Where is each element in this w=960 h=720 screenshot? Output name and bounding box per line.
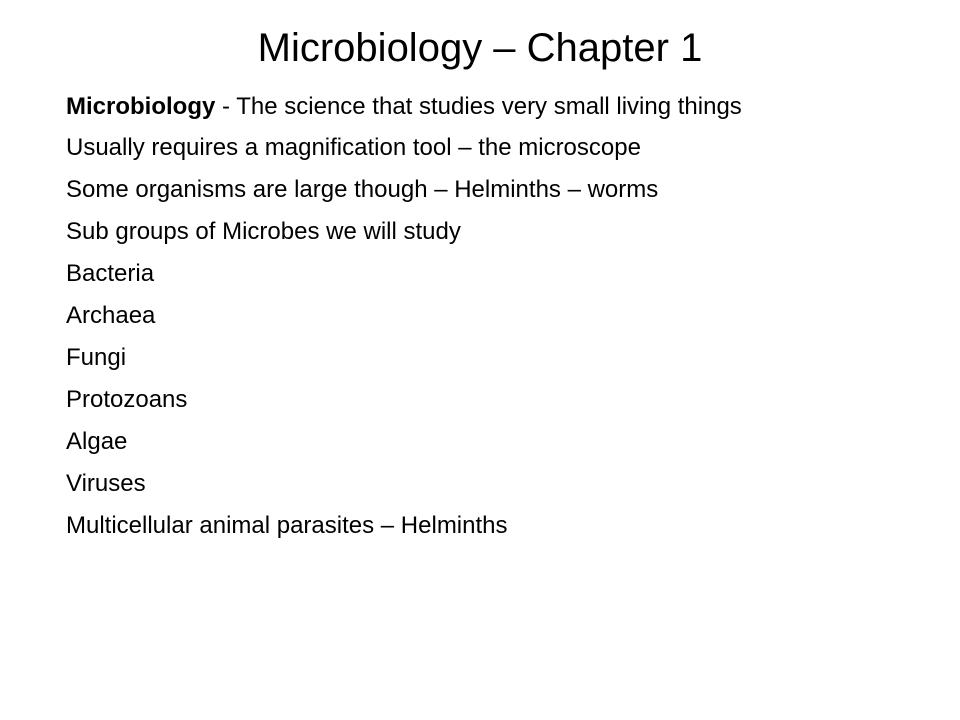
definition-text: - The science that studies very small living things <box>215 93 742 120</box>
text-line: Archaea <box>66 302 156 329</box>
text-line: Viruses <box>66 470 146 497</box>
text-line: Sub groups of Microbes we will study <box>66 218 461 245</box>
definition-term: Microbiology <box>66 93 216 120</box>
slide-title: Microbiology – Chapter 1 <box>257 26 703 70</box>
definition-item <box>66 92 886 121</box>
text-line: Some organisms are large though – Helminths – worms <box>66 176 659 203</box>
text-line: Fungi <box>66 344 127 371</box>
text-line: Bacteria <box>66 260 155 287</box>
slide-body <box>66 92 886 553</box>
text-line: Protozoans <box>66 386 188 413</box>
text-line: Algae <box>66 428 128 455</box>
text-line: Usually requires a magnification tool – the microscope <box>66 134 641 161</box>
text-line: Multicellular animal parasites – Helminths <box>66 512 508 539</box>
